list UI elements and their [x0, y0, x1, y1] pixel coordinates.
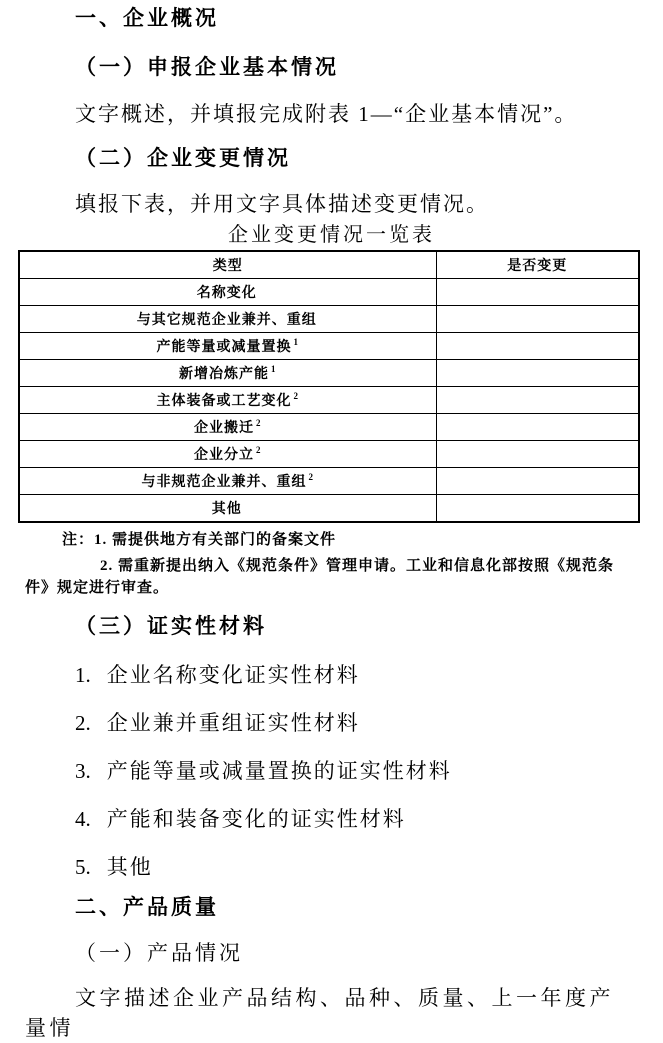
table-row [19, 306, 639, 333]
list-item-number: 2. [75, 711, 91, 735]
change-value-cell[interactable] [436, 360, 639, 387]
subsection-1-1-heading: （一）申报企业基本情况 [75, 56, 339, 79]
change-type-cell: 企业搬迁 $^2$ [19, 414, 436, 441]
table-header-row [19, 251, 639, 279]
note-ref: 2 [308, 472, 314, 483]
list-item-number: 1. [75, 663, 91, 687]
note-ref: 2 [293, 391, 299, 402]
table-row [19, 414, 639, 441]
change-type-cell: 其他 [19, 495, 436, 523]
change-type-cell: 产能等量或减量置换 $^1$ [19, 333, 436, 360]
table-note-1: 注：1. 需提供地方有关部门的备案文件 [62, 532, 337, 548]
paragraph-change-intro: 填报下表，并用文字具体描述变更情况。 [75, 192, 489, 216]
list-item-text: 其他 [106, 855, 153, 879]
change-type-cell: 名称变化 [19, 279, 436, 306]
note-ref: 1 [293, 337, 299, 348]
list-item [25, 852, 638, 882]
note-ref: 2 [256, 445, 262, 456]
change-type-cell: 主体装备或工艺变化 $^2$ [19, 387, 436, 414]
table-row [19, 360, 639, 387]
list-item-text: 产能和装备变化的证实性材料 [106, 807, 406, 831]
table-row [19, 495, 639, 523]
list-item-text: 企业兼并重组证实性材料 [106, 711, 360, 735]
paragraph-basic-info: 文字概述，并填报完成附表 1—“企业基本情况”。 [75, 102, 578, 126]
table-row [19, 279, 639, 306]
change-value-cell[interactable] [436, 441, 639, 468]
list-item [25, 708, 638, 738]
table-row [19, 387, 639, 414]
paragraph-product-intro: 文字描述企业产品结构、品种、质量、上一年度产量情 [25, 986, 614, 1040]
change-type-cell: 企业分立 $^2$ [19, 441, 436, 468]
section-2-heading: 二、产品质量 [75, 896, 219, 919]
change-value-cell[interactable] [436, 468, 639, 495]
list-item-number: 3. [75, 759, 91, 783]
table-header-changed: 是否变更 [436, 251, 639, 279]
list-item [25, 804, 638, 834]
change-value-cell[interactable] [436, 495, 639, 523]
table-row [19, 468, 639, 495]
change-type-cell: 新增冶炼产能 $^1$ [19, 360, 436, 387]
change-value-cell[interactable] [436, 333, 639, 360]
list-item-text: 企业名称变化证实性材料 [106, 663, 360, 687]
document-page [0, 4, 663, 1040]
subsection-1-2-heading: （二）企业变更情况 [75, 147, 291, 170]
list-item-number: 4. [75, 807, 91, 831]
note-ref: 1 [271, 364, 277, 375]
table-note-2: 2. 需重新提出纳入《规范条件》管理申请。工业和信息化部按照《规范条件》规定进行审查。 [25, 558, 615, 596]
list-item [25, 660, 638, 690]
table-row [19, 333, 639, 360]
subsection-1-3-heading: （三）证实性材料 [75, 615, 267, 638]
change-type-cell: 与其它规范企业兼并、重组 [19, 306, 436, 333]
list-item [25, 756, 638, 786]
change-value-cell[interactable] [436, 279, 639, 306]
change-value-cell[interactable] [436, 387, 639, 414]
change-type-cell: 与非规范企业兼并、重组 $^2$ [19, 468, 436, 495]
list-item-number: 5. [75, 855, 91, 879]
table-row [19, 441, 639, 468]
subsection-2-1-heading: （一）产品情况 [75, 941, 243, 965]
change-value-cell[interactable] [436, 306, 639, 333]
list-item-text: 产能等量或减量置换的证实性材料 [106, 759, 452, 783]
change-value-cell[interactable] [436, 414, 639, 441]
table-header-type: 类型 [19, 251, 436, 279]
note-ref: 2 [256, 418, 262, 429]
change-table [18, 250, 640, 523]
section-1-heading: 一、企业概况 [75, 7, 219, 30]
change-table-title: 企业变更情况一览表 [228, 224, 435, 246]
